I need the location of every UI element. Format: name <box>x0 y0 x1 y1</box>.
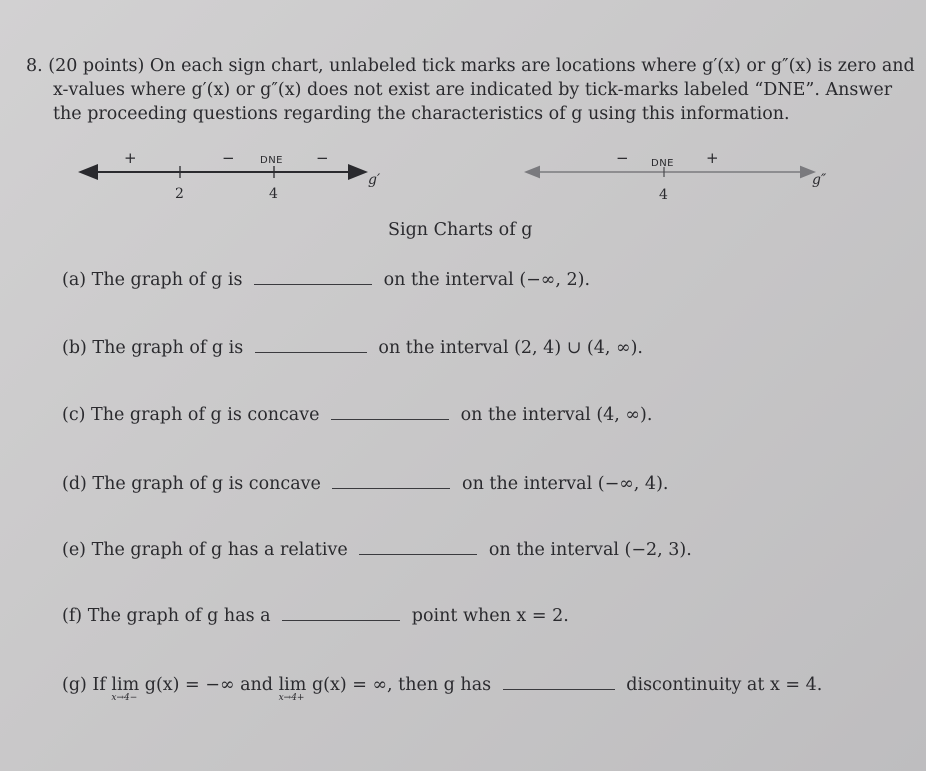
question-e-prompt: (e) The graph of g has a relative <box>62 540 348 560</box>
question-e <box>62 540 692 560</box>
question-f-prompt: (f) The graph of g has a <box>62 606 271 626</box>
function-label: g′ <box>368 172 381 188</box>
answer-blank-a[interactable] <box>254 270 372 285</box>
intro-line-2: x-values where g′(x) or g″(x) does not exist are indicated by tick-marks labeled “DNE”. Answer <box>53 80 893 100</box>
question-d <box>62 474 668 494</box>
question-g-discontinuity: discontinuity at x = 4. <box>626 675 823 695</box>
limit-subscript: x→4− <box>111 693 138 703</box>
sign-label: − <box>616 149 629 167</box>
question-g-prompt: (g) If <box>62 675 106 695</box>
sign-charts-caption: Sign Charts of g <box>388 220 533 240</box>
answer-blank-g[interactable] <box>503 675 615 690</box>
question-c-interval: on the interval (4, ∞). <box>460 405 653 425</box>
question-f <box>62 606 569 626</box>
problem-statement <box>26 54 915 126</box>
question-d-interval: on the interval (−∞, 4). <box>462 474 669 494</box>
sign-label: + <box>124 149 137 167</box>
function-label: g″ <box>812 172 827 188</box>
question-b-interval: on the interval (2, 4) ∪ (4, ∞). <box>378 338 643 358</box>
question-e-interval: on the interval (−2, 3). <box>488 540 692 560</box>
left-limit <box>111 675 140 703</box>
question-f-point: point when x = 2. <box>411 606 569 626</box>
intro-line-1: 8. (20 points) On each sign chart, unlabeled tick marks are locations where g′(x) or g″(x) is zero and <box>26 56 915 76</box>
question-a <box>62 270 590 290</box>
right-limit <box>278 675 307 703</box>
tick-label: 2 <box>175 186 184 202</box>
question-d-prompt: (d) The graph of g is concave <box>62 474 321 494</box>
question-a-prompt: (a) The graph of g is <box>62 270 243 290</box>
tick-label: 4 <box>659 187 668 203</box>
answer-blank-c[interactable] <box>331 405 449 420</box>
question-g <box>62 675 823 703</box>
dne-label: DNE <box>651 158 674 169</box>
sign-label: − <box>316 149 329 167</box>
limit-operator: lim <box>111 675 140 695</box>
limit-operator: lim <box>278 675 307 695</box>
g-double-prime-sign-chart <box>532 149 827 203</box>
answer-blank-d[interactable] <box>332 474 450 489</box>
question-c <box>62 405 652 425</box>
question-b <box>62 338 643 358</box>
question-b-prompt: (b) The graph of g is <box>62 338 244 358</box>
left-limit-expression: g(x) = −∞ and <box>144 675 273 695</box>
question-a-interval: on the interval (−∞, 2). <box>383 270 591 290</box>
answer-blank-e[interactable] <box>359 540 477 555</box>
sign-label: + <box>706 149 719 167</box>
limit-subscript: x→4+ <box>278 693 305 703</box>
sign-label: − <box>222 149 235 167</box>
right-limit-expression: g(x) = ∞, then g has <box>311 675 492 695</box>
g-prime-sign-chart <box>88 149 381 202</box>
question-c-prompt: (c) The graph of g is concave <box>62 405 320 425</box>
answer-blank-b[interactable] <box>255 338 367 353</box>
answer-blank-f[interactable] <box>282 606 400 621</box>
intro-line-3: the proceeding questions regarding the characteristics of g using this information. <box>53 104 790 124</box>
tick-label: 4 <box>269 186 278 202</box>
dne-label: DNE <box>260 155 283 166</box>
